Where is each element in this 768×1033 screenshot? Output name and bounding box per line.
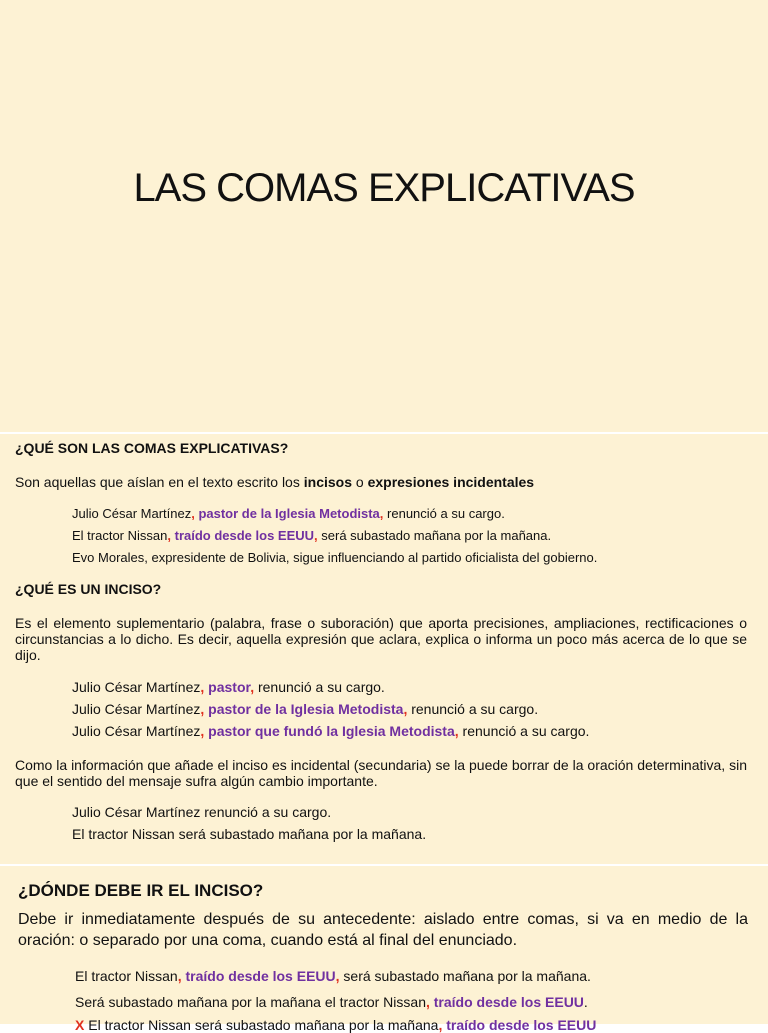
- example-text: El tractor Nissan será subastado mañana por la mañana: [84, 1017, 439, 1033]
- example-line: Julio César Martínez renunció a su cargo.: [72, 804, 332, 820]
- comma-mark: ,: [191, 506, 195, 521]
- example-line-incorrect: [75, 1017, 596, 1033]
- example-line: El tractor Nissan será subastado mañana por la mañana.: [72, 826, 427, 842]
- example-text: renunció a su cargo.: [383, 506, 505, 521]
- comma-mark: ,: [425, 994, 430, 1010]
- example-text: Julio César Martínez: [72, 701, 201, 717]
- example-text: Julio César Martínez: [72, 679, 201, 695]
- example-text: renunció a su cargo.: [458, 723, 590, 739]
- example-line: [72, 528, 551, 543]
- placement-explanation: Debe ir inmediatamente después de su antecedente: aislado entre comas, si va en medio de la oración: o separado por una coma, cuando está al final del enunciado.: [18, 911, 748, 949]
- inciso-highlight: pastor que fundó la Iglesia Metodista: [204, 723, 455, 739]
- example-text: El tractor Nissan: [72, 528, 168, 543]
- example-line: [75, 994, 588, 1010]
- incorrect-mark-icon: X: [75, 1017, 85, 1033]
- comma-mark: ,: [379, 506, 384, 521]
- comma-mark: ,: [200, 679, 205, 695]
- example-line: Evo Morales, expresidente de Bolivia, sigue influenciando al partido oficialista del gobierno.: [72, 550, 598, 565]
- example-text: Julio César Martínez: [72, 723, 201, 739]
- example-text: será subastado mañana por la mañana.: [317, 528, 552, 543]
- example-text: será subastado mañana por la mañana.: [339, 968, 591, 984]
- term-expresiones: expresiones incidentales: [367, 474, 535, 490]
- comma-mark: ,: [403, 701, 408, 717]
- comma-mark: ,: [200, 723, 205, 739]
- example-text: Será subastado mañana por la mañana el tractor Nissan: [75, 994, 426, 1010]
- inciso-highlight: pastor: [204, 679, 251, 695]
- heading-donde: ¿DÓNDE DEBE IR EL INCISO?: [18, 881, 264, 900]
- definition-text: [15, 474, 534, 490]
- example-text: renunció a su cargo.: [407, 701, 539, 717]
- title-slide: [0, 0, 768, 432]
- comma-mark: ,: [335, 968, 340, 984]
- comma-mark: ,: [438, 1017, 443, 1033]
- comma-mark: ,: [454, 723, 459, 739]
- comma-mark: ,: [250, 679, 255, 695]
- inciso-highlight: traído desde los EEUU: [442, 1017, 597, 1033]
- example-line: [72, 506, 505, 521]
- inciso-highlight: pastor de la Iglesia Metodista: [204, 701, 404, 717]
- inciso-highlight: traído desde los EEUU: [429, 994, 584, 1010]
- definition-prefix: Son aquellas que aíslan en el texto escrito los: [15, 474, 304, 490]
- comma-mark: ,: [167, 528, 171, 543]
- example-line: [72, 679, 385, 695]
- inciso-highlight: traído desde los EEUU: [171, 528, 315, 543]
- inciso-highlight: traído desde los EEUU: [181, 968, 336, 984]
- example-text: Julio César Martínez: [72, 506, 192, 521]
- incidental-explanation: Como la información que añade el inciso es incidental (secundaria) se la puede borrar de la oración determinativa, sin que el sentido del mensaje sufra algún cambio importante.: [15, 757, 747, 789]
- inciso-definition: Es el elemento suplementario (palabra, frase o suboración) que aporta precisiones, ampliaciones, rectificaciones o circunstancias a lo dicho. Es decir, aquella expresión que aclara, explica o informa un poco más acerca de lo que se dijo.: [15, 615, 747, 663]
- comma-mark: ,: [200, 701, 205, 717]
- example-text: El tractor Nissan: [75, 968, 178, 984]
- example-line: [72, 701, 538, 717]
- heading-que-son: ¿QUÉ SON LAS COMAS EXPLICATIVAS?: [15, 440, 289, 456]
- heading-que-es: ¿QUÉ ES UN INCISO?: [15, 581, 162, 597]
- example-line: [72, 723, 589, 739]
- slide-title: LAS COMAS EXPLICATIVAS: [133, 166, 635, 210]
- inciso-highlight: pastor de la Iglesia Metodista: [194, 506, 380, 521]
- definition-slide: [0, 434, 768, 864]
- example-line: [75, 968, 591, 984]
- example-text: renunció a su cargo.: [254, 679, 385, 695]
- comma-mark: ,: [314, 528, 318, 543]
- placement-slide: [0, 866, 768, 1033]
- term-incisos: incisos: [303, 474, 352, 490]
- example-text: .: [583, 994, 588, 1010]
- comma-mark: ,: [177, 968, 182, 984]
- definition-mid: o: [352, 474, 368, 490]
